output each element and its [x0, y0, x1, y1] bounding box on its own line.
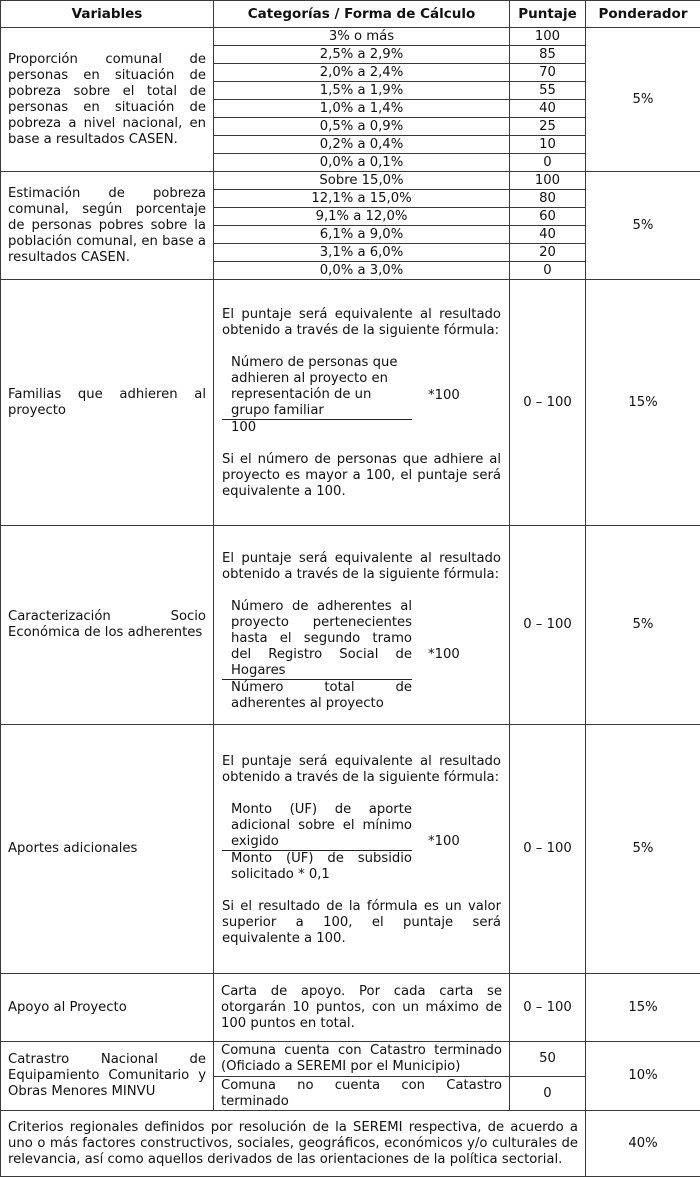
description-cell: Carta de apoyo. Por cada carta se otorgarán 10 puntos, con un máximo de 100 puntos en total.: [214, 974, 510, 1042]
category-cell: 0,0% a 0,1%: [214, 154, 510, 172]
table-row: [1, 28, 700, 46]
formula-cell: [214, 526, 510, 725]
variable-cell: Estimación de pobreza comunal, según porcentaje de personas pobres sobre la población comunal, en base a resultados CASEN.: [1, 172, 214, 280]
header-variables: Variables: [1, 1, 214, 28]
numerator: Monto (UF) de aporte adicional sobre el mínimo exigido: [222, 802, 412, 851]
category-cell: 3,1% a 6,0%: [214, 244, 510, 262]
formula: [222, 802, 501, 883]
variable-cell: Criterios regionales definidos por resolución de la SEREMI respectiva, de acuerdo a uno o más factores constructivos, sociales, geográficos, económicos y/o culturales de relevancia, así como aquellos derivados de las orientaciones de la política sectorial.: [1, 1111, 586, 1177]
ponderador-cell: 5%: [586, 725, 700, 974]
variable-cell: Proporción comunal de personas en situación de pobreza sobre el total de personas en situación de pobreza a nivel nacional, en base a resultados CASEN.: [1, 28, 214, 172]
ponderador-cell: 5%: [586, 28, 700, 172]
table-row: [1, 526, 700, 725]
category-cell: 2,0% a 2,4%: [214, 64, 510, 82]
header-ponderador: Ponderador: [586, 1, 700, 28]
formula-intro: El puntaje será equivalente al resultado obtenido a través de la siguiente fórmula:: [222, 754, 501, 786]
denominator: Monto (UF) de subsidio solicitado * 0,1: [222, 851, 412, 883]
category-cell: 3% o más: [214, 28, 510, 46]
formula-cell: [214, 725, 510, 974]
puntaje-cell: 55: [510, 82, 586, 100]
puntaje-cell: 10: [510, 136, 586, 154]
category-cell: 12,1% a 15,0%: [214, 190, 510, 208]
formula-note: Si el número de personas que adhiere al proyecto es mayor a 100, el puntaje será equivalente a 100.: [222, 452, 501, 500]
category-cell: Comuna no cuenta con Catastro terminado: [214, 1077, 510, 1111]
fraction: [222, 802, 412, 883]
variable-cell: Apoyo al Proyecto: [1, 974, 214, 1042]
puntaje-cell: 0 – 100: [510, 280, 586, 526]
puntaje-cell: 50: [510, 1042, 586, 1077]
puntaje-cell: 0 – 100: [510, 526, 586, 725]
puntaje-cell: 20: [510, 244, 586, 262]
ponderador-cell: 15%: [586, 280, 700, 526]
numerator: Número de personas que adhieren al proyecto en representación de un grupo familiar: [222, 355, 412, 420]
variable-cell: Aportes adicionales: [1, 725, 214, 974]
variable-cell: Catrastro Nacional de Equipamiento Comunitario y Obras Menores MINVU: [1, 1042, 214, 1111]
formula-intro: El puntaje será equivalente al resultado obtenido a través de la siguiente fórmula:: [222, 307, 501, 339]
category-cell: 0,0% a 3,0%: [214, 262, 510, 280]
category-cell: 9,1% a 12,0%: [214, 208, 510, 226]
variable-cell: Familias que adhieren al proyecto: [1, 280, 214, 526]
header-categorias: Categorías / Forma de Cálculo: [214, 1, 510, 28]
puntaje-cell: 0: [510, 154, 586, 172]
denominator: 100: [222, 420, 412, 436]
formula: [222, 599, 501, 712]
category-cell: 1,5% a 1,9%: [214, 82, 510, 100]
formula-cell: [214, 280, 510, 526]
puntaje-cell: 0: [510, 262, 586, 280]
variable-cell: Caracterización Socio Económica de los adherentes: [1, 526, 214, 725]
category-cell: 6,1% a 9,0%: [214, 226, 510, 244]
puntaje-cell: 0 – 100: [510, 974, 586, 1042]
denominator: Número total de adherentes al proyecto: [222, 680, 412, 712]
category-cell: 2,5% a 2,9%: [214, 46, 510, 64]
multiplier: *100: [428, 388, 460, 404]
category-cell: 0,5% a 0,9%: [214, 118, 510, 136]
puntaje-cell: 0 – 100: [510, 725, 586, 974]
formula: [222, 355, 501, 436]
table-row: [1, 1111, 700, 1177]
category-cell: Sobre 15,0%: [214, 172, 510, 190]
fraction: [222, 355, 412, 436]
table-row: [1, 172, 700, 190]
puntaje-cell: 60: [510, 208, 586, 226]
formula-note: Si el resultado de la fórmula es un valor superior a 100, el puntaje será equivalente a 100.: [222, 899, 501, 947]
ponderador-cell: 5%: [586, 526, 700, 725]
puntaje-cell: 80: [510, 190, 586, 208]
header-row: [1, 1, 700, 28]
puntaje-cell: 70: [510, 64, 586, 82]
category-cell: 0,2% a 0,4%: [214, 136, 510, 154]
ponderador-cell: 15%: [586, 974, 700, 1042]
header-puntaje: Puntaje: [510, 1, 586, 28]
category-cell: 1,0% a 1,4%: [214, 100, 510, 118]
table-row: [1, 280, 700, 526]
multiplier: *100: [428, 647, 460, 663]
table-row: [1, 974, 700, 1042]
puntaje-cell: 100: [510, 172, 586, 190]
ponderador-cell: 40%: [586, 1111, 700, 1177]
numerator: Número de adherentes al proyecto pertenecientes hasta el segundo tramo del Registro Social de Hogares: [222, 599, 412, 680]
formula-intro: El puntaje será equivalente al resultado obtenido a través de la siguiente fórmula:: [222, 551, 501, 583]
category-cell: Comuna cuenta con Catastro terminado (Oficiado a SEREMI por el Municipio): [214, 1042, 510, 1077]
ponderador-cell: 10%: [586, 1042, 700, 1111]
puntaje-cell: 40: [510, 226, 586, 244]
table-row: [1, 725, 700, 974]
puntaje-cell: 100: [510, 28, 586, 46]
fraction: [222, 599, 412, 712]
puntaje-cell: 85: [510, 46, 586, 64]
puntaje-cell: 0: [510, 1077, 586, 1111]
puntaje-cell: 25: [510, 118, 586, 136]
ponderador-cell: 5%: [586, 172, 700, 280]
table-row: [1, 1042, 700, 1077]
puntaje-cell: 40: [510, 100, 586, 118]
multiplier: *100: [428, 834, 460, 850]
